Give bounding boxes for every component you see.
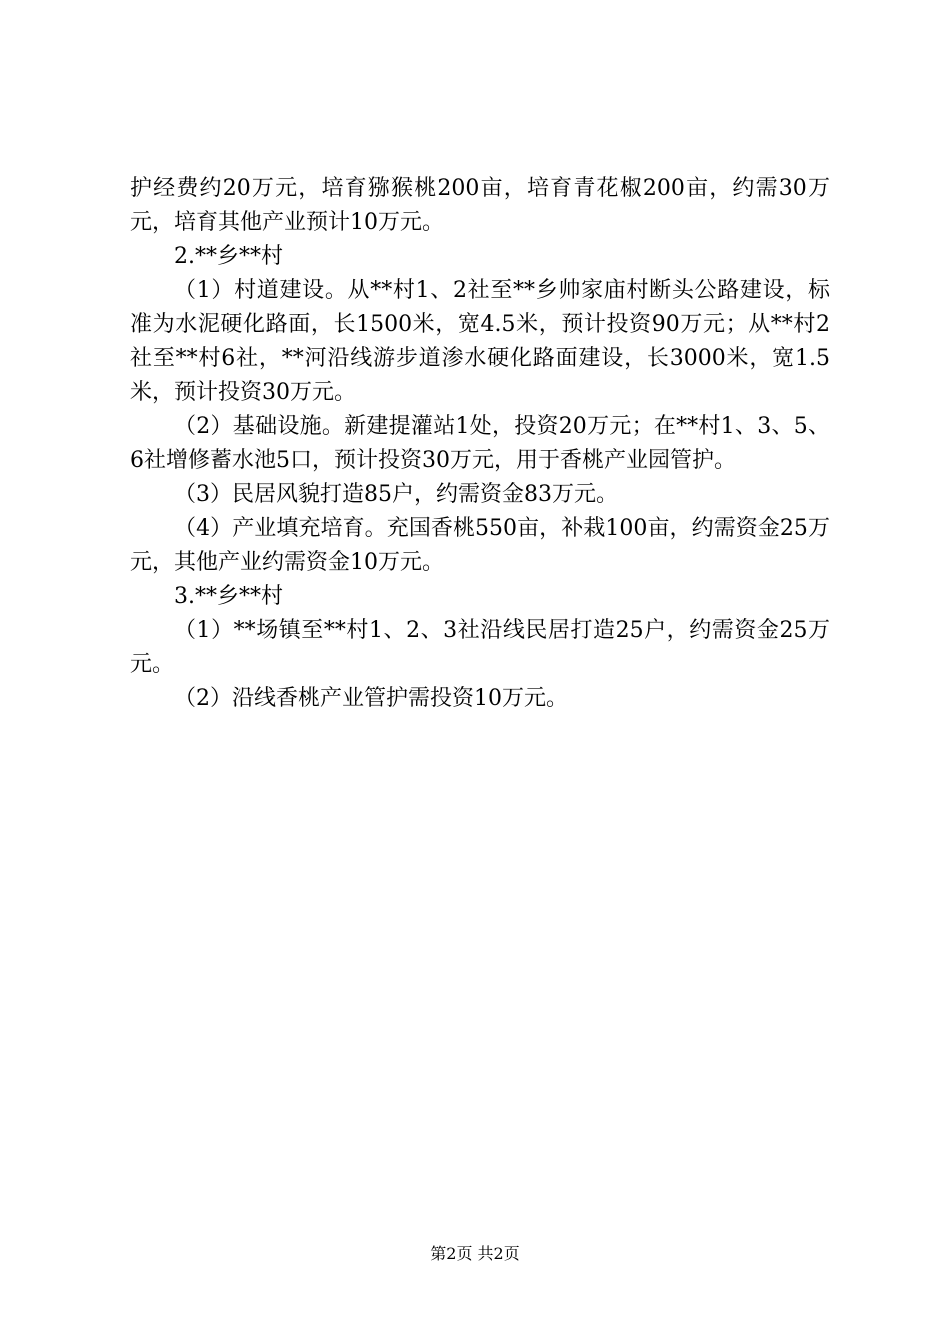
page-footer: [0, 1242, 950, 1266]
paragraph-housing-style: （3）民居风貌打造85户，约需资金83万元。: [174, 482, 618, 507]
section-heading-2: 2.**乡**村: [174, 244, 283, 269]
paragraph-village-road: （1）村道建设。从**村1、2社至**乡帅家庙村断头公路建设，标准为水泥硬化路面，长1500米，宽4.5米，预计投资90万元；从**村2社至**村6社，**河沿线游步道渗水硬化路面建设，长3000米，宽1.5米，预计投资30万元。: [130, 278, 830, 405]
paragraph-continuation: 护经费约20万元，培育猕猴桃200亩，培育青花椒200亩，约需30万元，培育其他产业预计10万元。: [130, 176, 830, 235]
paragraph-infrastructure: （2）基础设施。新建提灌站1处，投资20万元；在**村1、3、5、6社增修蓄水池5口，预计投资30万元，用于香桃产业园管护。: [130, 414, 830, 473]
document-body: [130, 172, 830, 716]
paragraph-peach-maintenance: （2）沿线香桃产业管护需投资10万元。: [174, 686, 568, 711]
paragraph-town-housing: （1）**场镇至**村1、2、3社沿线民居打造25户，约需资金25万元。: [130, 618, 830, 677]
paragraph-industry-cultivation: （4）产业填充培育。充国香桃550亩，补栽100亩，约需资金25万元，其他产业约需资金10万元。: [130, 516, 830, 575]
page-number-label: 第2页 共2页: [430, 1244, 520, 1263]
section-heading-3: 3.**乡**村: [174, 584, 283, 609]
